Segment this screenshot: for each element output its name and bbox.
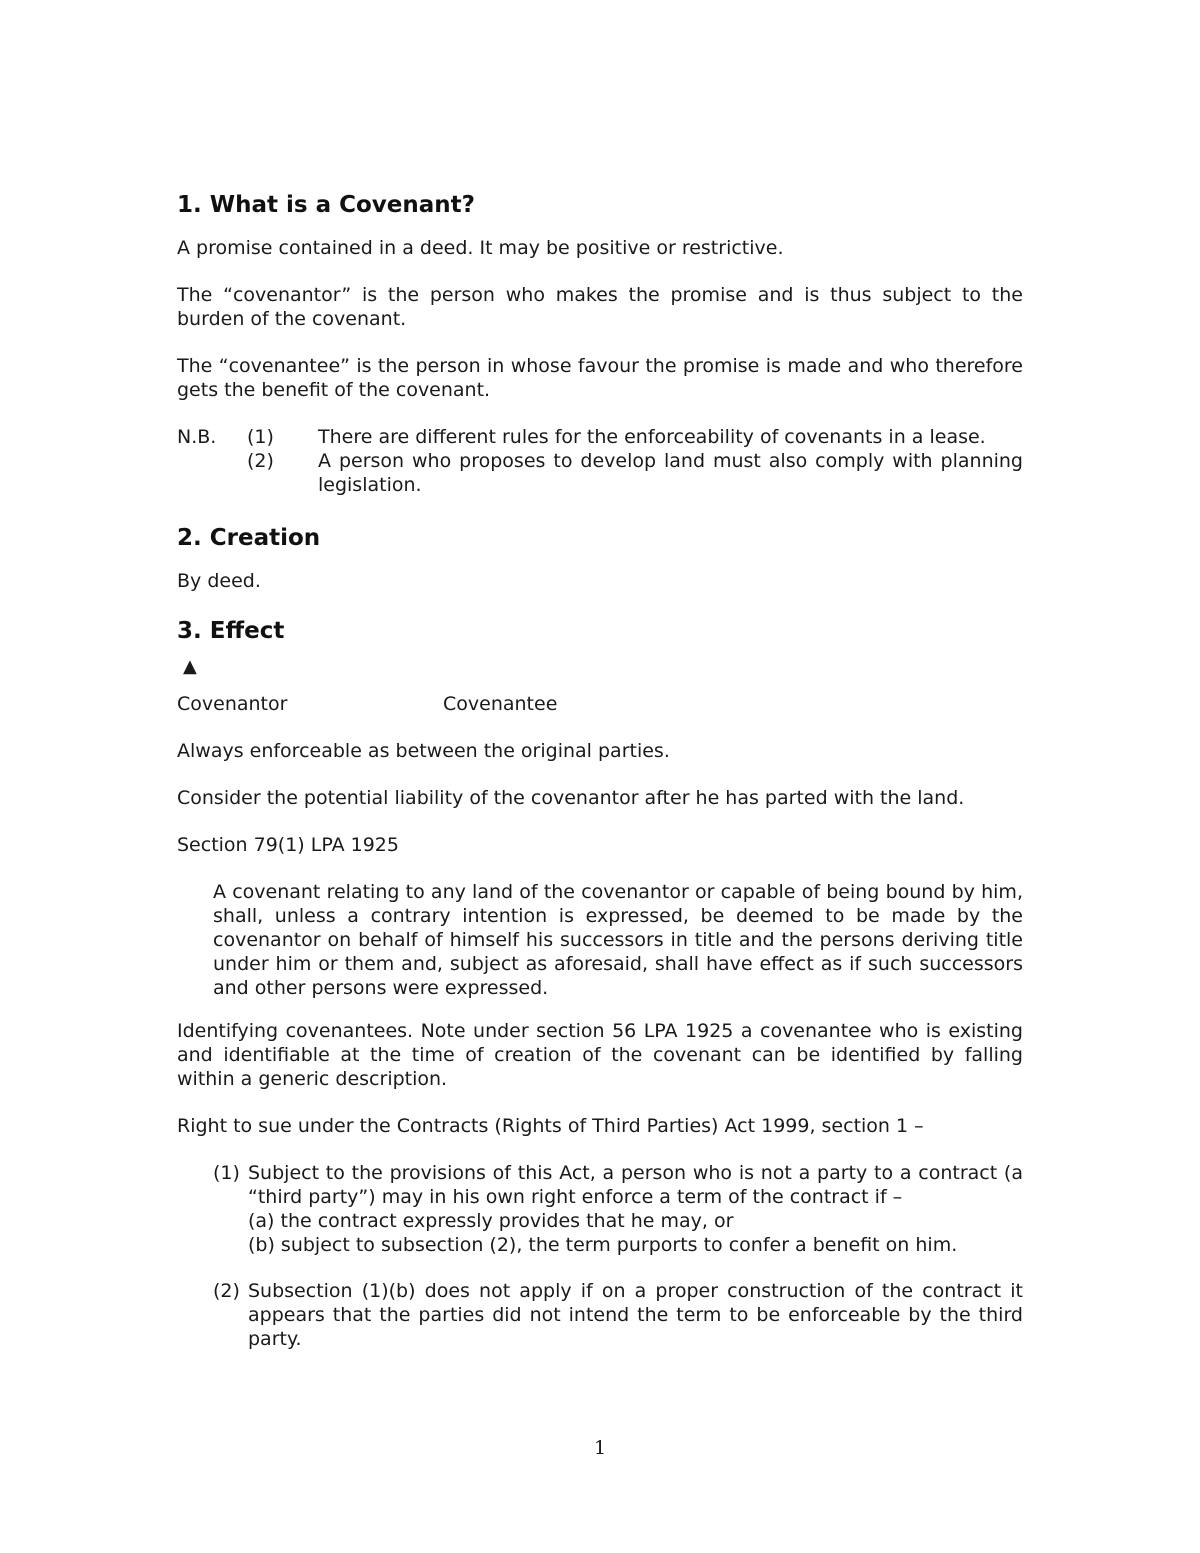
nb-item-2-num: (2) [247,450,274,472]
parties-row [177,692,1023,716]
section-3-para-2: Consider the potential liability of the covenantor after he has parted with the land. [177,787,965,809]
section-1-heading: 1. What is a Covenant? [177,192,476,218]
section-3-para-1: Always enforceable as between the original parties. [177,740,670,762]
nb-item-1-num: (1) [247,426,274,448]
statute-quote: A covenant relating to any land of the covenantor or capable of being bound by him, shall, unless a contrary intention is expressed, be deemed to be made by the covenantor on behalf of himself his successors in title and the persons deriving title under him or them and, subject as aforesaid, shall have effect as if such successors and other persons were expressed. [213,881,1023,999]
section-3-heading: 3. Effect [177,618,285,644]
section-1-para-2: The “covenantor” is the person who makes the promise and is thus subject to the burden of the covenant. [177,284,1023,330]
subsection-list [213,1161,1023,1351]
arrow-up-icon: ▲ [183,656,197,677]
section-3-para-5: Right to sue under the Contracts (Rights of Third Parties) Act 1999, section 1 – [177,1115,924,1137]
subsection-1-line-1: Subject to the provisions of this Act, a person who is not a party to a contract (a “third party”) may in his own right enforce a term of the contract if – [248,1162,1023,1208]
document-page [177,190,1023,1373]
nb-list [177,425,1023,497]
section-3-para-4: Identifying covenantees. Note under section 56 LPA 1925 a covenantee who is existing and identifiable at the time of creation of the covenant can be identified by falling within a generic description. [177,1020,1023,1090]
subsection-2-text: Subsection (1)(b) does not apply if on a proper construction of the contract it appears that the parties did not intend the term to be enforceable by the third party. [248,1280,1023,1350]
section-3-para-3: Section 79(1) LPA 1925 [177,834,399,856]
section-2-heading: 2. Creation [177,525,321,551]
nb-label: N.B. [177,426,217,448]
section-1-para-3: The “covenantee” is the person in whose favour the promise is made and who therefore gets the benefit of the covenant. [177,355,1023,401]
subsection-1-line-2: (a) the contract expressly provides that he may, or [248,1210,734,1232]
subsection-1-num: (1) [213,1162,240,1184]
subsection-2 [213,1279,1023,1351]
party-covenantor: Covenantor [177,693,288,715]
party-covenantee: Covenantee [443,693,558,715]
section-2-para-1: By deed. [177,570,261,592]
subsection-1-line-3: (b) subject to subsection (2), the term purports to confer a benefit on him. [248,1234,958,1256]
nb-item-2-text: A person who proposes to develop land must also comply with planning legislation. [318,450,1023,496]
section-1-para-1: A promise contained in a deed. It may be positive or restrictive. [177,237,784,259]
page-number: 1 [593,1437,607,1459]
subsection-1 [213,1161,1023,1257]
subsection-2-num: (2) [213,1280,240,1302]
nb-item-1-text: There are different rules for the enforceability of covenants in a lease. [318,426,986,448]
